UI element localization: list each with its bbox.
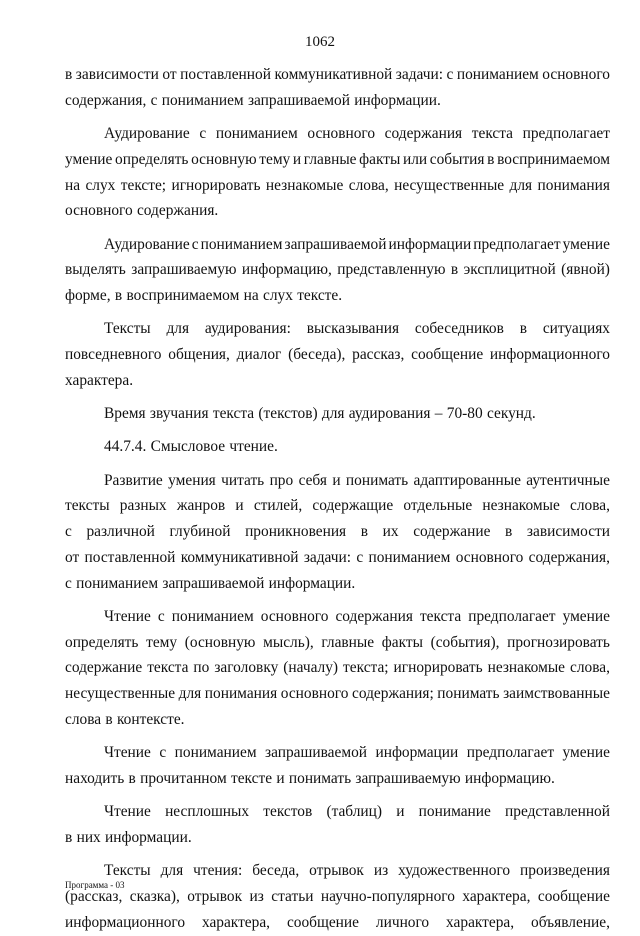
text-line: с пониманием запрашиваемой информации. <box>65 574 356 592</box>
text-line: содержания, с пониманием запрашиваемой информации. <box>65 91 441 109</box>
text-line: в зависимости от поставленной коммуникативной задачи: с пониманием основного <box>65 66 610 83</box>
paragraph <box>65 121 610 224</box>
paragraph <box>65 62 610 114</box>
paragraph-gap <box>65 394 610 401</box>
text-line: Тексты для аудирования: высказывания собеседников в ситуациях <box>104 320 610 338</box>
paragraph <box>65 740 610 792</box>
paragraph <box>65 858 610 935</box>
paragraph-gap <box>65 460 610 467</box>
text-line: Аудирование с пониманием запрашиваемой информации предполагает умение <box>104 235 610 253</box>
text-line: Чтение с пониманием основного содержания текста предполагает умение <box>104 607 610 625</box>
text-line: Чтение несплошных текстов (таблиц) и понимание представленной <box>104 803 610 821</box>
text-line: характера. <box>65 371 134 389</box>
paragraph-gap <box>65 733 610 740</box>
paragraph-gap <box>65 851 610 858</box>
text-line: основного содержания. <box>65 202 219 220</box>
text-line: определять тему (основную мысль), главные факты (события), прогнозировать <box>65 633 610 651</box>
text-line: 44.7.4. Смысловое чтение. <box>104 438 278 456</box>
text-line: находить в прочитанном тексте и понимать запрашиваемую информацию. <box>65 770 555 788</box>
paragraph <box>65 604 610 733</box>
page-number: 1062 <box>305 34 335 50</box>
text-line: в них информации. <box>65 829 192 847</box>
text-line: повседневного общения, диалог (беседа), рассказ, сообщение информационного <box>65 346 610 364</box>
paragraph <box>65 799 610 851</box>
paragraph-gap <box>65 114 610 121</box>
text-line: (рассказ, сказка), отрывок из статьи научно-популярного характера, сообщение <box>65 888 610 906</box>
text-line: Чтение с пониманием запрашиваемой информации предполагает умение <box>104 744 610 762</box>
body-text <box>65 62 610 936</box>
paragraph-gap <box>65 792 610 799</box>
paragraph-gap <box>65 224 610 231</box>
text-line: тексты разных жанров и стилей, содержащие отдельные незнакомые слова, <box>65 497 610 515</box>
text-line: Тексты для чтения: беседа, отрывок из художественного произведения <box>104 862 610 880</box>
text-line: выделять запрашиваемую информацию, представленную в эксплицитной (явной) <box>65 261 610 279</box>
paragraph <box>65 232 610 309</box>
text-line: от поставленной коммуникативной задачи: с пониманием основного содержания, <box>65 548 610 566</box>
text-line: содержание текста по заголовку (началу) текста; игнорировать незнакомые слова, <box>65 659 610 677</box>
paragraph <box>65 316 610 393</box>
text-line: информационного характера, сообщение личного характера, объявление, <box>65 913 610 931</box>
text-line: умение определять основную тему и главные факты или события в воспринимаемом <box>65 150 610 168</box>
text-line: несущественные для понимания основного содержания; понимать заимствованные <box>65 685 610 703</box>
paragraph-gap <box>65 596 610 603</box>
text-line: Развитие умения читать про себя и понимать адаптированные аутентичные <box>104 471 610 489</box>
paragraph <box>65 434 610 460</box>
text-line: на слух тексте; игнорировать незнакомые слова, несущественные для понимания <box>65 176 610 194</box>
text-line: Аудирование с пониманием основного содержания текста предполагает <box>104 124 610 142</box>
text-line: слова в контексте. <box>65 711 185 729</box>
paragraph-gap <box>65 309 610 316</box>
paragraph <box>65 401 610 427</box>
paragraph <box>65 468 610 597</box>
text-line: с различной глубиной проникновения в их содержание в зависимости <box>65 523 610 541</box>
text-line: форме, в воспринимаемом на слух тексте. <box>65 287 343 305</box>
footer-label: Программа - 03 <box>65 880 125 890</box>
text-line: Время звучания текста (текстов) для аудирования – 70-80 секунд. <box>104 405 536 423</box>
paragraph-gap <box>65 427 610 434</box>
